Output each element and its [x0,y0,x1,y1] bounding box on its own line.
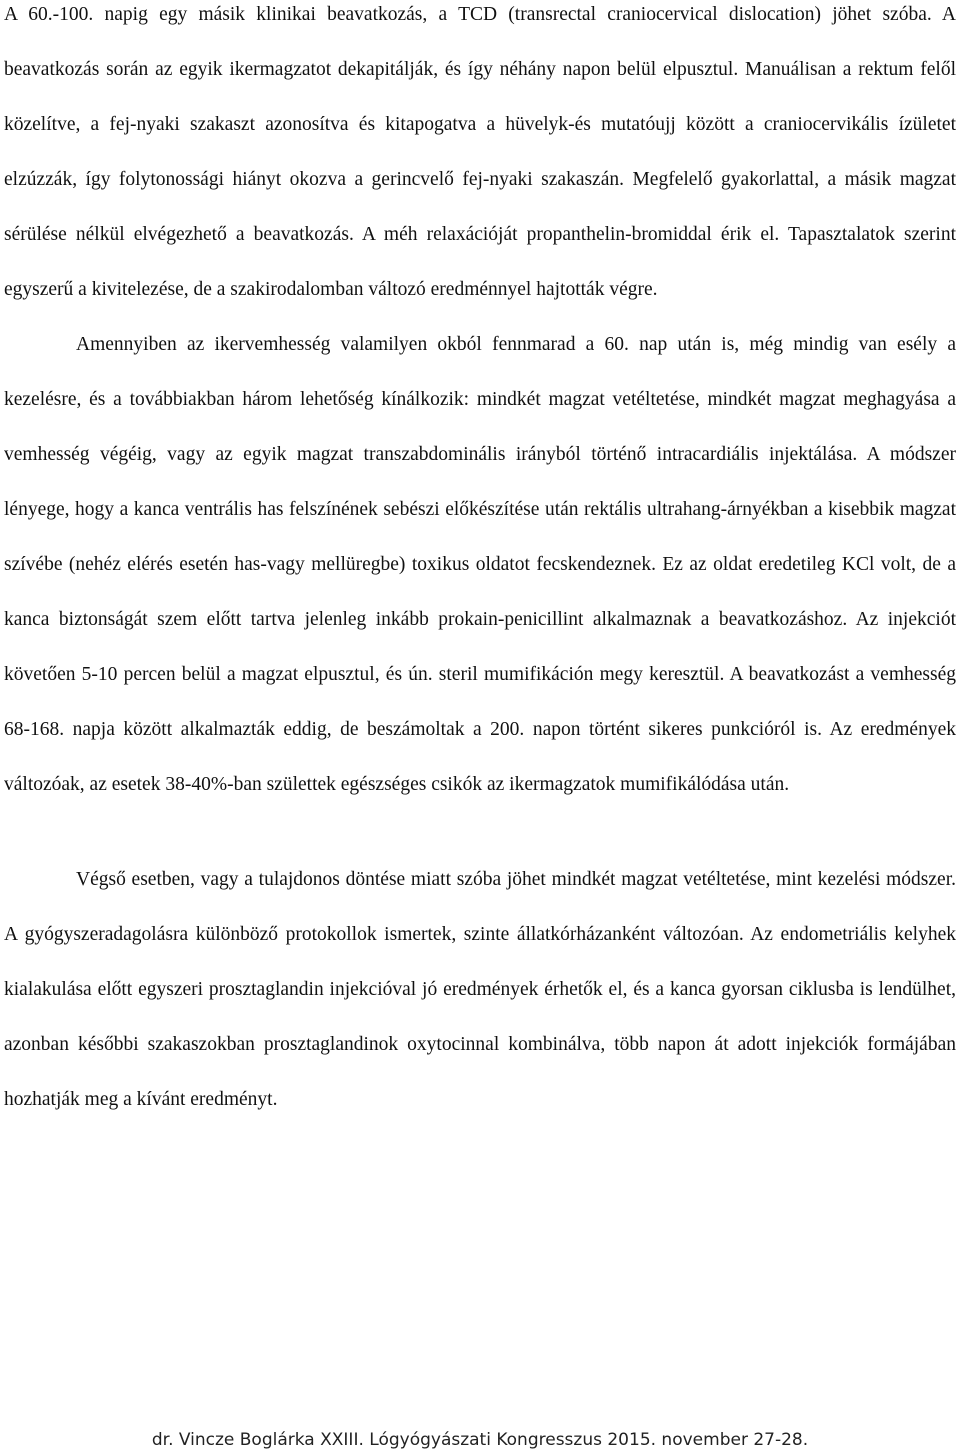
document-page [4,0,956,1127]
paragraph-tcd: A 60.-100. napig egy másik klinikai beavatkozás, a TCD (transrectal craniocervical dislocation) jöhet szóba. A beavatkozás során az egyik ikermagzatot dekapitálják, és így néhány napon belül elpusztul. Manuálisan a rektum felől közelítve, a fej-nyaki szakaszt azonosítva és kitapogatva a hüvelyk-és mutatóujj között a craniocervikális ízületet elzúzzák, így folytonossági hiányt okozva a gerincvelő fej-nyaki szakaszán. Megfelelő gyakorlattal, a másik magzat sérülése nélkül elvégezhető a beavatkozás. A méh relaxációját propanthelin-bromiddal érik el. Tapasztalatok szerint egyszerű a kivitelezése, de a szakirodalomban változó eredménnyel hajtották végre. [4,4,956,300]
paragraph-twin-treatment: Amennyiben az ikervemhesség valamilyen okból fennmarad a 60. nap után is, még mindig van esély a kezelésre, és a továbbiakban három lehetőség kínálkozik: mindkét magzat vetéltetése, mindkét magzat meghagyása a vemhesség végéig, vagy az egyik magzat transzabdominális irányból történő intracardiális injektálása. A módszer lényege, hogy a kanca ventrális has felszínének sebészi előkészítése után rektális ultrahang-árnyékban a kisebbik magzat szívébe (nehéz elérés esetén has-vagy mellüregbe) toxikus oldatot fecskendeznek. Ez az oldat eredetileg KCl volt, de a kanca biztonságát szem előtt tartva jelenleg inkább prokain-penicillint alkalmaznak a beavatkozáshoz. Az injekciót követően 5-10 percen belül a magzat elpusztul, és ún. steril mumifikáción megy keresztül. A beavatkozást a vemhesség 68-168. napja között alkalmazták eddig, de beszámoltak a 200. napon történt sikeres punkcióról is. Az eredmények változóak, az esetek 38-40%-ban születtek egészséges csikók az ikermagzatok mumifikálódása után. [4,334,956,795]
paragraph-abortion: Végső esetben, vagy a tulajdonos döntése miatt szóba jöhet mindkét magzat vetéltetése, mint kezelési módszer. A gyógyszeradagolásra különböző protokollok ismertek, szinte állatkórházanként változóan. Az endometriális kelyhek kialakulása előtt egyszeri prosztaglandin injekcióval jó eredmények érhetők el, és a kanca gyorsan ciklusba is lendülhet, azonban későbbi szakaszokban prosztaglandinok oxytocinnal kombinálva, több napon át adott injekciók formájában hozhatják meg a kívánt eredményt. [4,869,956,1110]
page-footer: dr. Vincze Boglárka XXIII. Lógyógyászati Kongresszus 2015. november 27-28. [151,1430,809,1450]
